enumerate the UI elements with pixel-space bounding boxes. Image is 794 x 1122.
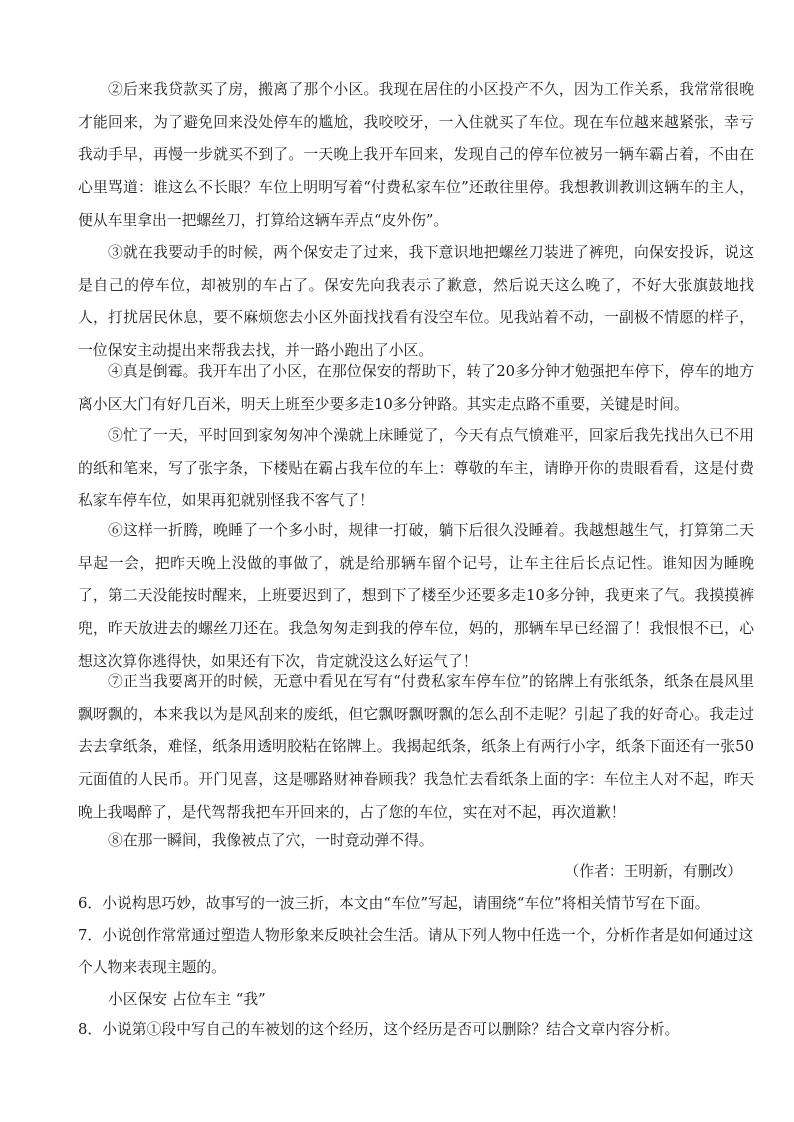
paragraph-6 [78,515,754,679]
paragraph-8-text: ⑧在那一瞬间，我像被点了穴，一时竟动弹不得。 [108,832,434,849]
paragraph-5 [78,420,754,518]
paragraph-7-text: ⑦正当我要离开的时候，无意中看见在写有“付费私家车停车位”的铭牌上有张纸条，纸条在晨风里飘呀飘的，本来我以为是风刮来的废纸，但它飘呀飘呀飘的怎么刮不走呢？引起了我的好奇心。我走过去去拿纸条，难怪，纸条用透明胶粘在铭牌上。我揭起纸条，纸条上有两行小字，纸条下面还有一张50元面值的人民币。开门见喜，这是哪路财神眷顾我？我急忙去看纸条上面的字：车位主人对不起，昨天晚上我喝醉了，是代驾帮我把车开回来的，占了您的车位，实在对不起，再次道歉！ [78,673,754,821]
question-8: 8．小说第①段中写自己的车被划的这个经历，这个经历是否可以删除？结合文章内容分析。 [78,1021,680,1038]
question-6: 6．小说构思巧妙，故事写的一波三折，本文由“车位”写起，请围绕“车位”将相关情节写在下面。 [78,895,710,912]
paragraph-2 [78,74,754,238]
paragraph-4 [78,356,754,421]
paragraph-3-text: ③就在我要动手的时候，两个保安走了过来，我下意识地把螺丝刀装进了裤兜，向保安投诉，说这是自己的停车位，却被别的车占了。保安先向我表示了歉意，然后说天这么晚了，不好大张旗鼓地找人，打扰居民休息，要不麻烦您去小区外面找找看有没空车位。见我站着不动，一副极不情愿的样子，一位保安主动提出来帮我去找，并一路小跑出了小区。 [78,244,754,360]
paragraph-2-text: ②后来我贷款买了房，搬离了那个小区。我现在居住的小区投产不久，因为工作关系，我常常很晚才能回来，为了避免回来没处停车的尴尬，我咬咬牙，一入住就买了车位。现在车位越来越紧张，幸亏我动手早，再慢一步就买不到了。一天晚上我开车回来，发现自己的停车位被另一辆车霸占着，不由在心里骂道：谁这么不长眼？车位上明明写着“付费私家车位”还敢往里停。我想教训教训这辆车的主人，便从车里拿出一把螺丝刀，打算给这辆车弄点“皮外伤”。 [78,81,754,229]
paragraph-7 [78,666,754,830]
question-7-options: 小区保安 占位车主 “我” [108,991,266,1008]
paragraph-5-text: ⑤忙了一天，平时回到家匆匆冲个澡就上床睡觉了，今天有点气愤难平，回家后我先找出久已不用的纸和笔来，写了张字条，下楼贴在霸占我车位的车上：尊敬的车主，请睁开你的贵眼看看，这是付费私家车停车位，如果再犯就别怪我不客气了！ [78,427,754,510]
paragraph-4-text: ④真是倒霉。我开车出了小区，在那位保安的帮助下，转了20多分钟才勉强把车停下，停车的地方离小区大门有好几百米，明天上班至少要多走10多分钟路。其实走点路不重要，关键是时间。 [78,363,754,413]
question-7: 7．小说创作常常通过塑造人物形象来反映社会生活。请从下列人物中任选一个，分析作者是如何通过这个人物来表现主题的。 [78,927,754,976]
paragraph-8 [78,825,754,858]
author-attribution: （作者：王明新，有删改） [564,863,742,880]
paragraph-6-text: ⑥这样一折腾，晚睡了一个多小时，规律一打破，躺下后很久没睡着。我越想越生气，打算第二天早起一会，把昨天晚上没做的事做了，就是给那辆车留个记号，让车主往后长点记性。谁知因为睡晚了，第二天没能按时醒来，上班要迟到了，想到下了楼至少还要多走10多分钟，我更来了气。我摸摸裤兜，昨天放进去的螺丝刀还在。我急匆匆走到我的停车位，妈的，那辆车早已经溜了！我恨恨不已，心想这次算你逃得快，如果还有下次，肯定就没这么好运气了！ [78,522,754,670]
paragraph-3 [78,237,754,368]
